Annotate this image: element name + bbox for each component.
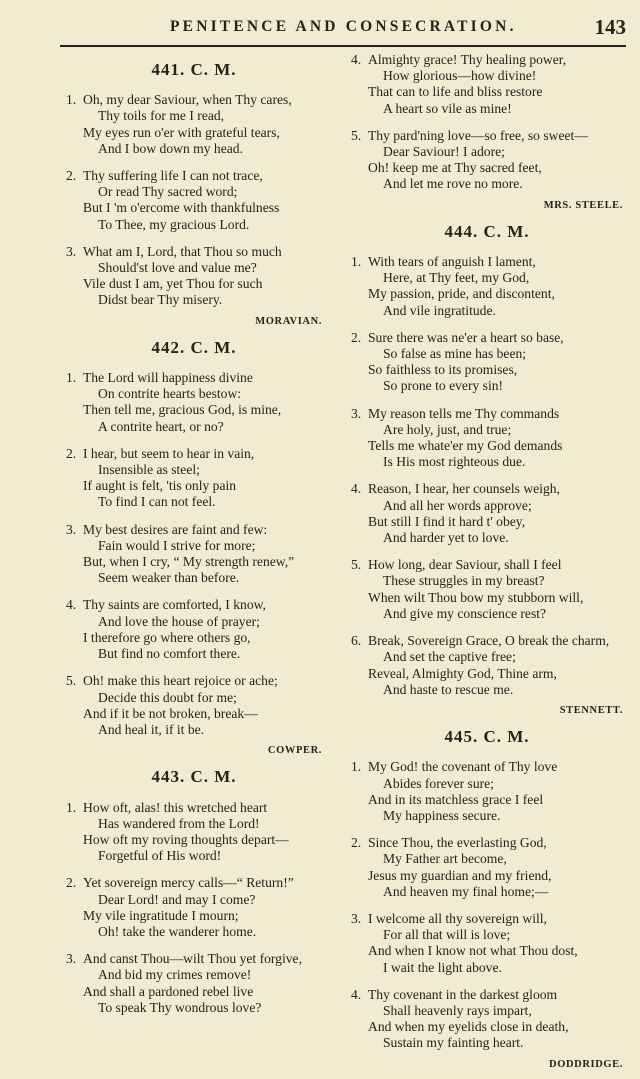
stanza	[66, 92, 322, 157]
verse-line	[351, 851, 623, 867]
verse-text: My vile ingratitude I mourn;	[83, 907, 239, 923]
hymn-meter: C. M.	[190, 767, 237, 787]
stanza-number: 5.	[351, 557, 362, 573]
stanza-number: 3.	[66, 243, 77, 259]
verse-text: So prone to every sin!	[383, 378, 504, 394]
verse-text: Thy saints are comforted, I know,	[83, 597, 266, 613]
verse-line	[66, 984, 322, 1000]
verse-line	[351, 514, 623, 530]
verse-line	[351, 454, 623, 470]
verse-line	[66, 419, 322, 435]
hymn-number: 444.	[444, 221, 479, 241]
verse-text: To speak Thy wondrous love?	[98, 999, 262, 1015]
verse-line	[66, 478, 322, 494]
verse-text: Dear Lord! and may I come?	[98, 891, 256, 907]
verse-text: On contrite hearts bestow:	[98, 386, 242, 402]
stanza	[351, 481, 623, 546]
verse-text: Are holy, just, and true;	[383, 421, 512, 437]
verse-text: Thy covenant in the darkest gloom	[368, 986, 558, 1002]
verse-line	[351, 101, 623, 117]
verse-line	[66, 706, 322, 722]
verse-text: Tells me whate'er my God demands	[368, 438, 563, 454]
stanza	[351, 557, 623, 622]
verse-line	[351, 176, 623, 192]
verse-line	[351, 303, 623, 319]
verse-text: And I bow down my head.	[98, 140, 243, 156]
verse-text: But, when I cry, “ My strength renew,”	[83, 554, 295, 570]
verse-line	[351, 346, 623, 362]
stanza	[66, 522, 322, 587]
verse-line	[351, 286, 623, 302]
verse-text: My reason tells me Thy commands	[368, 405, 560, 421]
verse-line	[351, 573, 623, 589]
verse-line	[66, 217, 322, 233]
verse-text: What am I, Lord, that Thou so much	[83, 243, 282, 259]
verse-text: And bid my crimes remove!	[98, 967, 252, 983]
verse-line	[351, 633, 623, 649]
verse-line	[351, 330, 623, 346]
stanza	[351, 330, 623, 395]
verse-line	[351, 1035, 623, 1051]
verse-text: I therefore go where others go,	[83, 629, 251, 645]
verse-line	[351, 254, 623, 270]
stanza-number: 1.	[66, 799, 77, 815]
hymn-meter: C. M.	[483, 727, 530, 747]
stanza	[351, 633, 623, 698]
verse-text: I hear, but seem to hear in vain,	[83, 445, 255, 461]
hymn-meter: C. M.	[190, 60, 237, 79]
author-attribution: DODDRIDGE.	[549, 1058, 623, 1070]
verse-text: The Lord will happiness divine	[83, 370, 253, 386]
left-column	[66, 52, 322, 1027]
hymn-number: 442.	[151, 337, 186, 357]
verse-text: Oh! make this heart rejoice or ache;	[83, 673, 278, 689]
verse-text: Sustain my fainting heart.	[383, 1035, 524, 1051]
stanza-number: 1.	[66, 92, 77, 108]
verse-text: Oh! take the wanderer home.	[98, 923, 257, 939]
verse-text: Thy pard'ning love—so free, so sweet—	[368, 127, 588, 143]
verse-text: And if it be not broken, break—	[83, 705, 258, 721]
verse-text: And when my eyelids close in death,	[368, 1019, 569, 1035]
verse-text: Reveal, Almighty God, Thine arm,	[368, 665, 557, 681]
stanza-number: 5.	[351, 127, 362, 143]
verse-line	[351, 759, 623, 775]
stanza	[66, 370, 322, 435]
verse-line	[351, 666, 623, 682]
verse-text: Or read Thy sacred word;	[98, 184, 238, 200]
verse-line	[351, 987, 623, 1003]
verse-text: So false as mine has been;	[383, 346, 527, 362]
stanza-number: 1.	[351, 254, 362, 270]
verse-text: And shall a pardoned rebel live	[83, 983, 254, 999]
stanza	[351, 759, 623, 824]
verse-line	[66, 722, 322, 738]
verse-text: Almighty grace! Thy healing power,	[368, 52, 567, 67]
verse-text: And let me rove no more.	[383, 176, 523, 192]
verse-text: Since Thou, the everlasting God,	[368, 835, 547, 851]
verse-line	[66, 673, 322, 689]
verse-line	[66, 1000, 322, 1016]
verse-text: Oh, my dear Saviour, when Thy cares,	[83, 92, 292, 108]
verse-line	[66, 386, 322, 402]
verse-text: When wilt Thou bow my stubborn will,	[368, 589, 584, 605]
verse-text: But still I find it hard t' obey,	[368, 513, 526, 529]
verse-line	[351, 160, 623, 176]
verse-line	[66, 554, 322, 570]
stanza-number: 6.	[351, 633, 362, 649]
stanza	[351, 128, 623, 193]
verse-line	[351, 378, 623, 394]
verse-text: And all her words approve;	[383, 497, 532, 513]
verse-text: And vile ingratitude.	[383, 302, 496, 318]
verse-text: Vile dust I am, yet Thou for such	[83, 276, 263, 292]
verse-line	[351, 868, 623, 884]
author-attribution: MORAVIAN.	[255, 315, 322, 327]
right-column	[351, 52, 623, 1079]
verse-line	[66, 832, 322, 848]
author-attribution: MRS. STEELE.	[543, 199, 623, 211]
verse-text: But I 'm o'ercome with thankfulness	[83, 200, 280, 216]
verse-text: Abides forever sure;	[383, 775, 494, 791]
verse-text: And when I know not what Thou dost,	[368, 943, 578, 959]
running-title: PENITENCE AND CONSECRATION.	[170, 18, 517, 35]
verse-text: Didst bear Thy misery.	[98, 292, 223, 308]
verse-line	[66, 494, 322, 510]
verse-text: Yet sovereign mercy calls—“ Return!”	[83, 875, 294, 891]
verse-text: And love the house of prayer;	[98, 613, 260, 629]
stanza-number: 4.	[66, 597, 77, 613]
stanza-number: 3.	[351, 910, 362, 926]
verse-text: Here, at Thy feet, my God,	[383, 270, 530, 286]
verse-line	[66, 184, 322, 200]
verse-text: Is His most righteous due.	[383, 454, 526, 470]
verse-text: I wait the light above.	[383, 959, 502, 975]
hymn-meter: C. M.	[483, 221, 530, 241]
verse-text: Reason, I hear, her counsels weigh,	[368, 481, 560, 497]
verse-line	[66, 200, 322, 216]
verse-line	[66, 402, 322, 418]
hymn-heading	[351, 729, 623, 745]
stanza-number: 4.	[351, 986, 362, 1002]
verse-text: A heart so vile as mine!	[383, 100, 512, 116]
stanza-number: 4.	[351, 52, 362, 67]
stanza	[351, 52, 623, 117]
verse-line	[66, 570, 322, 586]
verse-text: And give my conscience rest?	[383, 605, 547, 621]
verse-text: If aught is felt, 'tis only pain	[83, 478, 237, 494]
verse-text: And heaven my final home;—	[383, 883, 549, 899]
verse-line	[351, 911, 623, 927]
verse-line	[66, 125, 322, 141]
verse-line	[66, 108, 322, 124]
verse-line	[351, 835, 623, 851]
verse-text: But find no comfort there.	[98, 646, 241, 662]
stanza-number: 3.	[66, 521, 77, 537]
verse-line	[351, 438, 623, 454]
verse-text: And in its matchless grace I feel	[368, 791, 544, 807]
verse-line	[66, 690, 322, 706]
verse-line	[66, 538, 322, 554]
verse-line	[351, 884, 623, 900]
stanza	[66, 800, 322, 865]
verse-text: My eyes run o'er with grateful tears,	[83, 124, 280, 140]
header-rule	[60, 45, 626, 47]
page-header	[60, 15, 626, 44]
verse-text: Thy suffering life I can not trace,	[83, 168, 263, 184]
verse-line	[66, 260, 322, 276]
verse-text: Has wandered from the Lord!	[98, 815, 260, 831]
verse-line	[66, 276, 322, 292]
verse-line	[66, 462, 322, 478]
page-number: 143	[594, 15, 626, 39]
hymn-heading	[351, 221, 623, 241]
verse-line	[351, 422, 623, 438]
verse-line	[66, 141, 322, 157]
hymn-number: 441.	[151, 60, 186, 79]
verse-text: These struggles in my breast?	[383, 573, 545, 589]
verse-text: How oft my roving thoughts depart—	[83, 831, 289, 847]
verse-line	[66, 522, 322, 538]
verse-line	[66, 816, 322, 832]
verse-line	[351, 927, 623, 943]
verse-text: Seem weaker than before.	[98, 570, 240, 586]
stanza-number: 2.	[351, 835, 362, 851]
verse-text: A contrite heart, or no?	[98, 418, 224, 434]
verse-line	[66, 630, 322, 646]
verse-line	[351, 530, 623, 546]
verse-text: Break, Sovereign Grace, O break the charm,	[368, 633, 610, 649]
stanza	[66, 673, 322, 738]
verse-line	[351, 606, 623, 622]
verse-text: How long, dear Saviour, shall I feel	[368, 557, 562, 573]
verse-text: My best desires are faint and few:	[83, 521, 268, 537]
stanza-number: 4.	[351, 481, 362, 497]
verse-text: So faithless to its promises,	[368, 362, 518, 378]
verse-text: My God! the covenant of Thy love	[368, 759, 558, 775]
verse-line	[66, 924, 322, 940]
verse-text: Insensible as steel;	[98, 462, 200, 478]
stanza-number: 5.	[66, 673, 77, 689]
verse-text: My passion, pride, and discontent,	[368, 286, 555, 302]
stanza	[351, 406, 623, 471]
verse-text: I welcome all thy sovereign will,	[368, 910, 547, 926]
verse-text: And harder yet to love.	[383, 530, 509, 546]
stanza	[66, 597, 322, 662]
verse-text: Fain would I strive for more;	[98, 537, 256, 553]
hymn-heading	[66, 62, 322, 78]
verse-line	[351, 960, 623, 976]
verse-line	[351, 808, 623, 824]
verse-text: To Thee, my gracious Lord.	[98, 216, 250, 232]
verse-line	[351, 590, 623, 606]
verse-line	[66, 951, 322, 967]
verse-line	[351, 362, 623, 378]
verse-line	[351, 270, 623, 286]
verse-line	[66, 908, 322, 924]
verse-text: To find I can not feel.	[98, 494, 216, 510]
verse-text: Forgetful of His word!	[98, 848, 222, 864]
verse-text: Sure there was ne'er a heart so base,	[368, 329, 564, 345]
stanza	[66, 875, 322, 940]
verse-line	[66, 168, 322, 184]
hymn-number: 443.	[151, 767, 186, 787]
verse-line	[66, 446, 322, 462]
verse-line	[351, 792, 623, 808]
verse-line	[66, 875, 322, 891]
verse-text: How oft, alas! this wretched heart	[83, 799, 268, 815]
hymn-heading	[66, 337, 322, 357]
stanza	[351, 254, 623, 319]
verse-line	[351, 557, 623, 573]
verse-text: And heal it, if it be.	[98, 721, 205, 737]
hymn-meter: C. M.	[190, 337, 237, 357]
verse-text: Decide this doubt for me;	[98, 689, 237, 705]
verse-text: With tears of anguish I lament,	[368, 254, 536, 270]
verse-line	[66, 292, 322, 308]
stanza-number: 1.	[351, 759, 362, 775]
verse-line	[351, 682, 623, 698]
verse-line	[66, 597, 322, 613]
verse-line	[351, 144, 623, 160]
verse-text: Jesus my guardian and my friend,	[368, 867, 552, 883]
verse-line	[66, 92, 322, 108]
verse-text: How glorious—how divine!	[383, 68, 537, 84]
stanza	[66, 244, 322, 309]
verse-line	[66, 244, 322, 260]
verse-text: And set the captive free;	[383, 649, 516, 665]
verse-line	[66, 646, 322, 662]
stanza	[351, 835, 623, 900]
verse-line	[66, 848, 322, 864]
stanza	[66, 168, 322, 233]
verse-line	[66, 614, 322, 630]
verse-text: Dear Saviour! I adore;	[383, 144, 505, 160]
verse-line	[351, 1003, 623, 1019]
verse-line	[351, 776, 623, 792]
stanza	[66, 951, 322, 1016]
verse-text: My happiness secure.	[383, 807, 501, 823]
stanza-number: 2.	[66, 445, 77, 461]
verse-line	[351, 84, 623, 100]
verse-text: And haste to rescue me.	[383, 681, 514, 697]
verse-line	[351, 649, 623, 665]
author-attribution: COWPER.	[267, 745, 322, 757]
verse-line	[66, 800, 322, 816]
verse-text: Oh! keep me at Thy sacred feet,	[368, 160, 542, 176]
verse-line	[351, 52, 623, 68]
verse-line	[351, 128, 623, 144]
hymn-number: 445.	[444, 727, 479, 747]
verse-line	[351, 68, 623, 84]
stanza-number: 1.	[66, 370, 77, 386]
verse-line	[351, 481, 623, 497]
verse-text: My Father art become,	[383, 851, 507, 867]
verse-line	[66, 892, 322, 908]
verse-line	[66, 967, 322, 983]
verse-line	[351, 1019, 623, 1035]
stanza-number: 3.	[66, 951, 77, 967]
verse-line	[351, 943, 623, 959]
stanza	[351, 911, 623, 976]
verse-text: That can to life and bliss restore	[368, 84, 543, 100]
stanza-number: 3.	[351, 405, 362, 421]
verse-line	[66, 370, 322, 386]
verse-line	[351, 406, 623, 422]
stanza	[351, 987, 623, 1052]
verse-line	[351, 498, 623, 514]
verse-text: For all that will is love;	[383, 927, 511, 943]
verse-text: Then tell me, gracious God, is mine,	[83, 402, 282, 418]
verse-text: And canst Thou—wilt Thou yet forgive,	[83, 951, 302, 967]
verse-text: Thy toils for me I read,	[98, 108, 225, 124]
author-attribution: STENNETT.	[559, 704, 623, 716]
hymn-heading	[66, 769, 322, 785]
stanza-number: 2.	[351, 329, 362, 345]
stanza	[66, 446, 322, 511]
stanza-number: 2.	[66, 875, 77, 891]
verse-text: Should'st love and value me?	[98, 260, 257, 276]
stanza-number: 2.	[66, 168, 77, 184]
verse-text: Shall heavenly rays impart,	[383, 1002, 532, 1018]
